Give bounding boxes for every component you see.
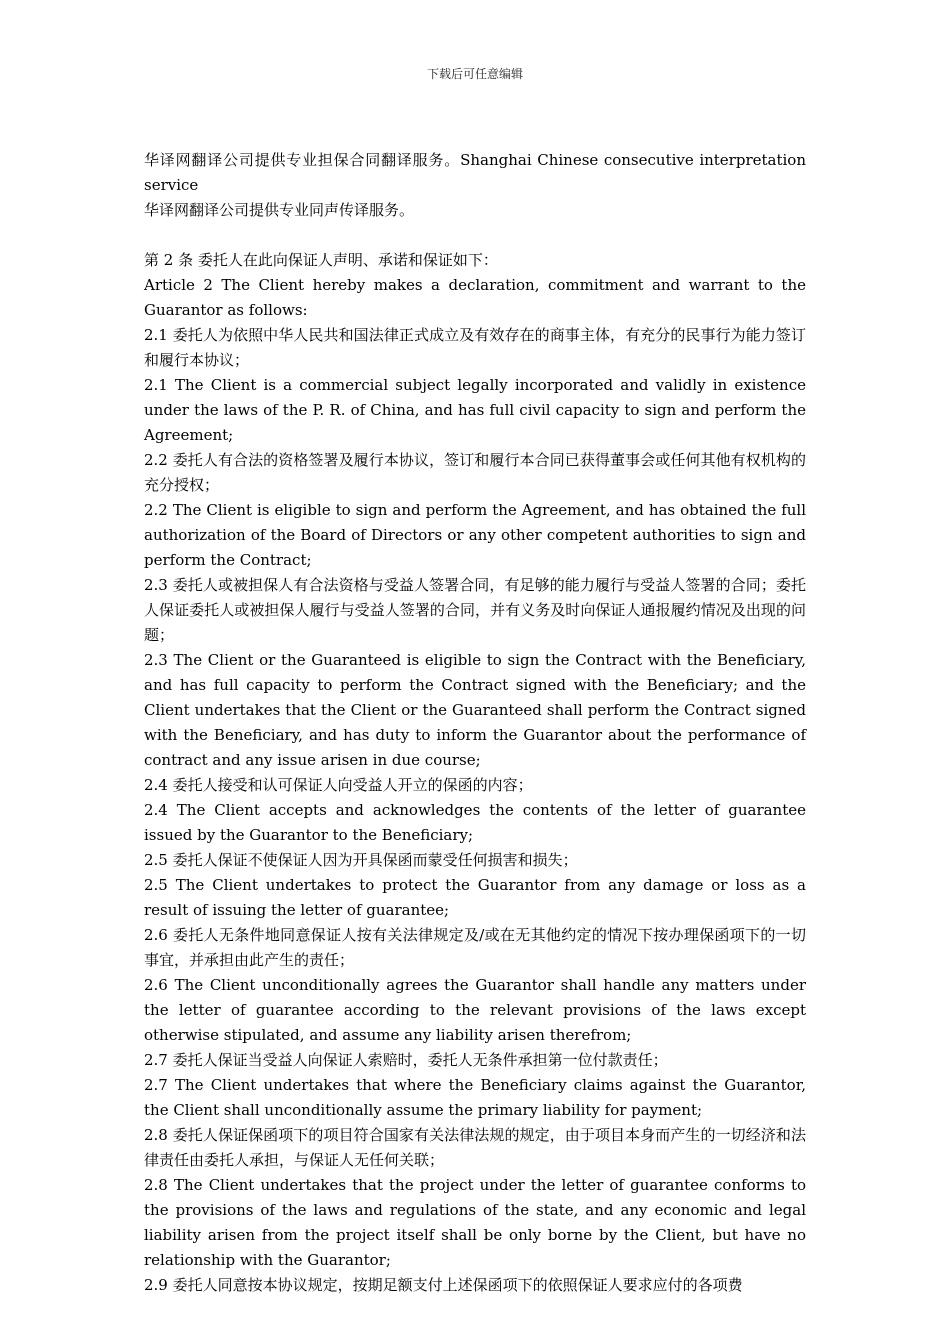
intro-line: 华译网翻译公司提供专业担保合同翻译服务。Shanghai Chinese consecutive interpretation service [144,151,806,194]
clause-2-6-zh: 2.6 委托人无条件地同意保证人按有关法律规定及/或在无其他约定的情况下按办理保函项下的一切事宜，并承担由此产生的责任； [144,926,806,969]
blank-line [144,223,806,248]
article-heading-en: Article 2 The Client hereby makes a declaration, commitment and warrant to the Guarantor as follows: [144,276,806,319]
clause-2-2-en: 2.2 The Client is eligible to sign and perform the Agreement, and has obtained the full authorization of the Board of Directors or any other competent authorities to sign and perform the Contract; [144,501,806,569]
clause-2-9-zh: 2.9 委托人同意按本协议规定，按期足额支付上述保函项下的依照保证人要求应付的各项费 [144,1276,743,1294]
clause-2-1-zh: 2.1 委托人为依照中华人民共和国法律正式成立及有效存在的商事主体，有充分的民事行为能力签订和履行本协议； [144,326,806,369]
clause-2-8-zh: 2.8 委托人保证保函项下的项目符合国家有关法律法规的规定，由于项目本身而产生的一切经济和法律责任由委托人承担，与保证人无任何关联； [144,1126,806,1169]
clause-2-3-zh: 2.3 委托人或被担保人有合法资格与受益人签署合同，有足够的能力履行与受益人签署的合同；委托人保证委托人或被担保人履行与受益人签署的合同，并有义务及时向保证人通报履约情况及出现的问题； [144,576,806,644]
page-header: 下载后可任意编辑 [426,67,523,81]
clause-2-1-en: 2.1 The Client is a commercial subject legally incorporated and validly in existence under the laws of the P. R. of China, and has full civil capacity to sign and perform the Agreement; [144,376,806,444]
clause-2-7-en: 2.7 The Client undertakes that where the Beneficiary claims against the Guarantor, the Client shall unconditionally assume the primary liability for payment; [144,1076,806,1119]
clause-2-5-en: 2.5 The Client undertakes to protect the Guarantor from any damage or loss as a result of issuing the letter of guarantee; [144,876,806,919]
clause-2-2-zh: 2.2 委托人有合法的资格签署及履行本协议，签订和履行本合同已获得董事会或任何其他有权机构的充分授权； [144,451,806,494]
clause-2-8-en: 2.8 The Client undertakes that the project under the letter of guarantee conforms to the provisions of the laws and regulations of the state, and any economic and legal liability arisen from the project itself shall be only borne by the Client, but have no relationship with the Guarantor; [144,1176,806,1269]
clause-2-3-en: 2.3 The Client or the Guaranteed is eligible to sign the Contract with the Beneficiary, and has full capacity to perform the Contract signed with the Beneficiary; and the Client undertakes that the Client or the Guaranteed shall perform the Contract signed with the Beneficiary, and has duty to inform the Guarantor about the performance of contract and any issue arisen in due course; [144,651,806,769]
clause-2-4-en: 2.4 The Client accepts and acknowledges the contents of the letter of guarantee issued by the Guarantor to the Beneficiary; [144,801,806,844]
clause-2-6-en: 2.6 The Client unconditionally agrees the Guarantor shall handle any matters under the letter of guarantee according to the relevant provisions of the laws except otherwise stipulated, and assume any liability arisen therefrom; [144,976,806,1044]
intro-line: 华译网翻译公司提供专业同声传译服务。 [144,201,415,219]
document-body [144,148,806,1298]
clause-2-4-zh: 2.4 委托人接受和认可保证人向受益人开立的保函的内容； [144,776,533,794]
article-heading: 第 2 条 委托人在此向保证人声明、承诺和保证如下： [144,251,498,269]
clause-2-5-zh: 2.5 委托人保证不使保证人因为开具保函而蒙受任何损害和损失； [144,851,578,869]
clause-2-7-zh: 2.7 委托人保证当受益人向保证人索赔时，委托人无条件承担第一位付款责任； [144,1051,668,1069]
